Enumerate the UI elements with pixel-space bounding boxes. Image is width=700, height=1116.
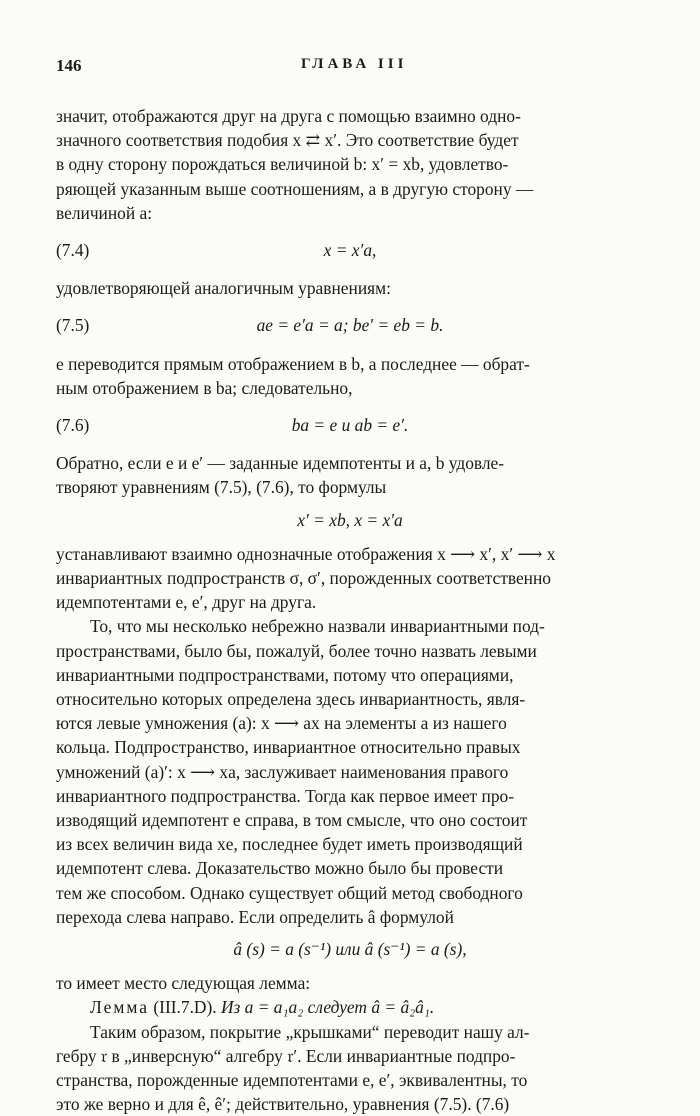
text-line: инвариантных подпространств σ, σ′, порожденных соответственно	[56, 568, 551, 588]
text-line: тем же способом. Однако существует общий метод свободного	[56, 882, 523, 903]
text-line: значит, отображаются друг на друга с помощью взаимно одно-	[56, 106, 521, 126]
text-line: идемпотент слева. Доказательство можно было бы провести	[56, 858, 504, 879]
page-number: 146	[56, 56, 82, 75]
equation-7-5	[56, 313, 644, 337]
text-line: из всех величин вида xe, последнее будет иметь производящий	[56, 834, 523, 855]
equation-expression: ba = e и ab = e′.	[291, 415, 409, 435]
lemma-line	[56, 995, 644, 1019]
lemma-number: (III.7.D).	[149, 997, 221, 1018]
equation-label: (7.5)	[56, 315, 90, 336]
text-line: это же верно и для ê, ê′; действительно, уравнения (7.5). (7.6)	[56, 1094, 510, 1115]
text-line: гебру 𝔯 в „инверсную“ алгебру 𝔯′. Если инвариантные подпро-	[56, 1045, 516, 1066]
text-line: ным отображением в ba; следовательно,	[56, 377, 353, 398]
text-line: кольца. Подпространство, инвариантное относительно правых	[56, 737, 521, 758]
text-line: умножений (a)′: x ⟶ xa, заслуживает наименования правого	[56, 761, 509, 782]
equation-label: (7.4)	[56, 240, 90, 261]
centered-formula: â (s) = a (s⁻¹) или â (s⁻¹) = a (s),	[233, 939, 467, 960]
lemma-word: Лемма	[90, 997, 150, 1018]
text-line: ряющей указанным выше соотношениям, а в другую сторону —	[56, 178, 534, 199]
text-line: творяют уравнениям (7.5), (7.6), то формулы	[56, 477, 387, 498]
text-line: то имеет место следующая лемма:	[56, 973, 311, 994]
centered-formula: x′ = xb, x = x′a	[297, 509, 403, 530]
text-line: значного соответствия подобия x ⇄ x′. Это соответствие будет	[56, 130, 519, 151]
text-line: Обратно, если e и e′ — заданные идемпотенты и a, b удовле-	[56, 453, 505, 474]
equation-7-6	[56, 413, 644, 437]
chapter-title: ГЛАВА III	[301, 56, 408, 72]
text-line: величиной a:	[56, 202, 153, 223]
text-line: изводящий идемпотент e справа, в том смысле, что оно состоит	[56, 810, 528, 831]
text-line: То, что мы несколько небрежно назвали инвариантными под-	[90, 616, 545, 637]
text-line: перехода слева направо. Если определить â формулой	[56, 906, 454, 927]
equation-label: (7.6)	[56, 415, 90, 435]
text-line: устанавливают взаимно однозначные отображения x ⟶ x′, x′ ⟶ x	[56, 543, 556, 564]
text-line: инвариантными подпространствами, потому что операциями,	[56, 664, 514, 685]
equation-expression: x = x′a,	[323, 240, 377, 261]
text-line: e переводится прямым отображением в b, а последнее — обрат-	[56, 353, 530, 374]
text-line: относительно которых определена здесь инвариантность, явля-	[56, 689, 526, 710]
equation-expression: ae = e′a = a; be′ = eb = b.	[256, 315, 444, 336]
page-body	[56, 104, 644, 1116]
equation-7-4	[56, 238, 644, 262]
text-line: ются левые умножения (a): x ⟶ ax на элементы a из нашего	[56, 713, 507, 734]
text-line: Таким образом, покрытие „крышками“ переводит нашу ал-	[90, 1021, 530, 1042]
text-line: инвариантного подпространства. Тогда как первое имеет про-	[56, 785, 514, 806]
text-line: идемпотентами e, e′, друг на друга.	[56, 592, 317, 613]
text-line: в одну сторону порождаться величиной b: x′ = xb, удовлетво-	[56, 154, 509, 175]
text-line: пространствами, было бы, пожалуй, более точно назвать левыми	[56, 640, 537, 661]
lemma-statement: Из a = a₁a₂ следует â = â₂â₁.	[220, 997, 435, 1018]
text-line: странства, порожденные идемпотентами e, e′, эквивалентны, то	[56, 1070, 528, 1091]
text-line: удовлетворяющей аналогичным уравнениям:	[56, 278, 391, 299]
